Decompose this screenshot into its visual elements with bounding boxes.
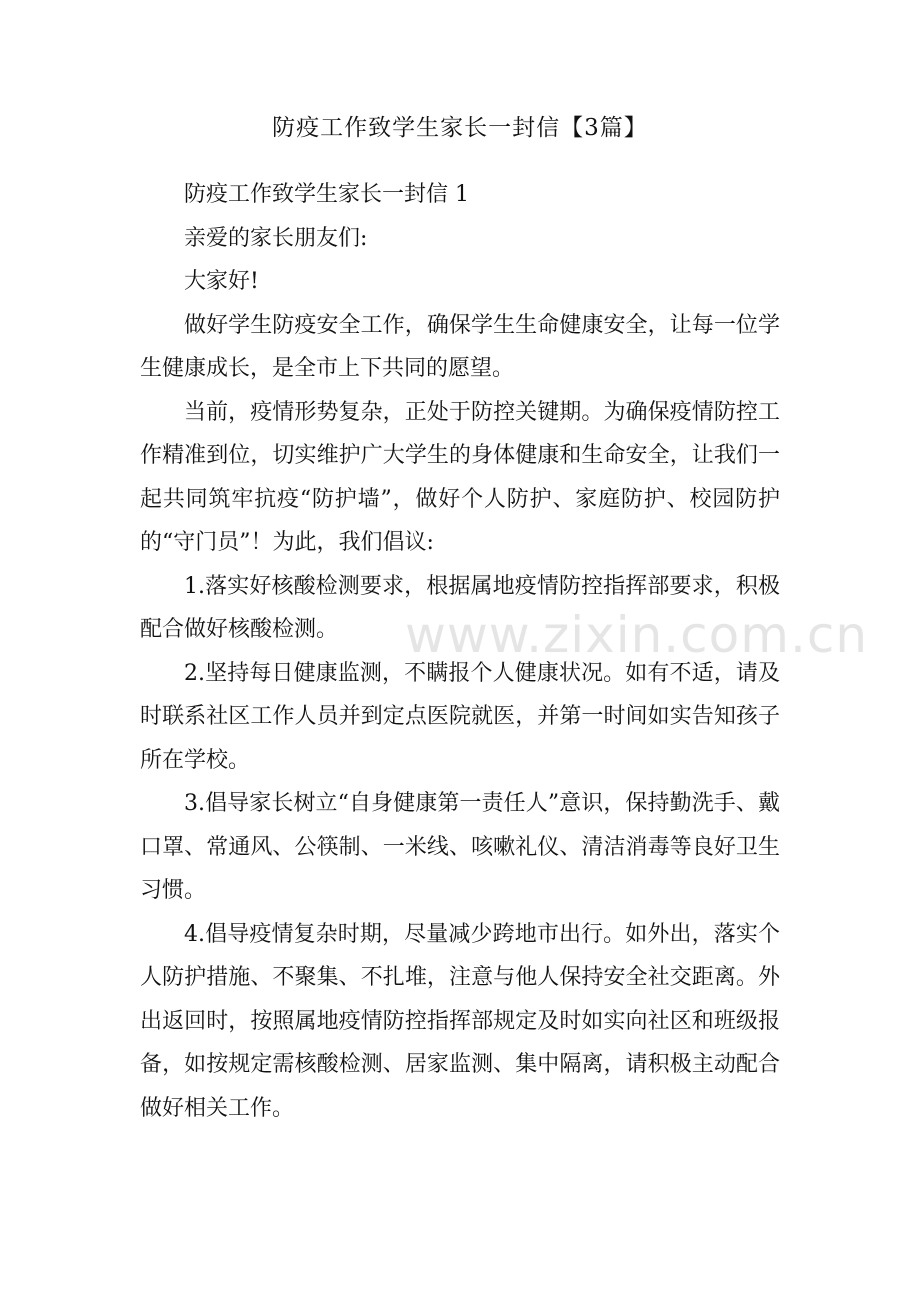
list-item: 4.倡导疫情复杂时期，尽量减少跨地市出行。如外出，落实个人防护措施、不聚集、不扎堆，注意与他人保持安全社交距离。外出返回时，按照属地疫情防控指挥部规定及时如实向社区和班级报备，如按规定需核酸检测、居家监测、集中隔离，请积极主动配合做好相关工作。: [140, 921, 780, 1121]
letter-heading: 防疫工作致学生家长一封信 1: [184, 182, 469, 207]
list-item: 3.倡导家长树立“自身健康第一责任人”意识，保持勤洗手、戴口罩、常通风、公筷制、一米线、咳嗽礼仪、清洁消毒等良好卫生习惯。: [140, 791, 780, 903]
list-item: 1.落实好核酸检测要求，根据属地疫情防控指挥部要求，积极配合做好核酸检测。: [140, 573, 780, 642]
greeting: 大家好!: [184, 269, 259, 294]
body-paragraph: 做好学生防疫安全工作，确保学生生命健康安全，让每一位学生健康成长，是全市上下共同的愿望。: [140, 312, 780, 381]
list-item: 2.坚持每日健康监测，不瞒报个人健康状况。如有不适，请及时联系社区工作人员并到定点医院就医，并第一时间如实告知孩子所在学校。: [140, 660, 780, 773]
site-watermark: www.zixin.com.cn: [405, 606, 869, 664]
salutation: 亲爱的家长朋友们:: [184, 225, 368, 251]
document-title: 防疫工作致学生家长一封信【3篇】: [272, 115, 648, 141]
body-paragraph: 当前，疫情形势复杂，正处于防控关键期。为确保疫情防控工作精准到位，切实维护广大学生的身体健康和生命安全，让我们一起共同筑牢抗疫“防护墙”，做好个人防护、家庭防护、校园防护的“守门员”！为此，我们倡议:: [140, 399, 780, 555]
